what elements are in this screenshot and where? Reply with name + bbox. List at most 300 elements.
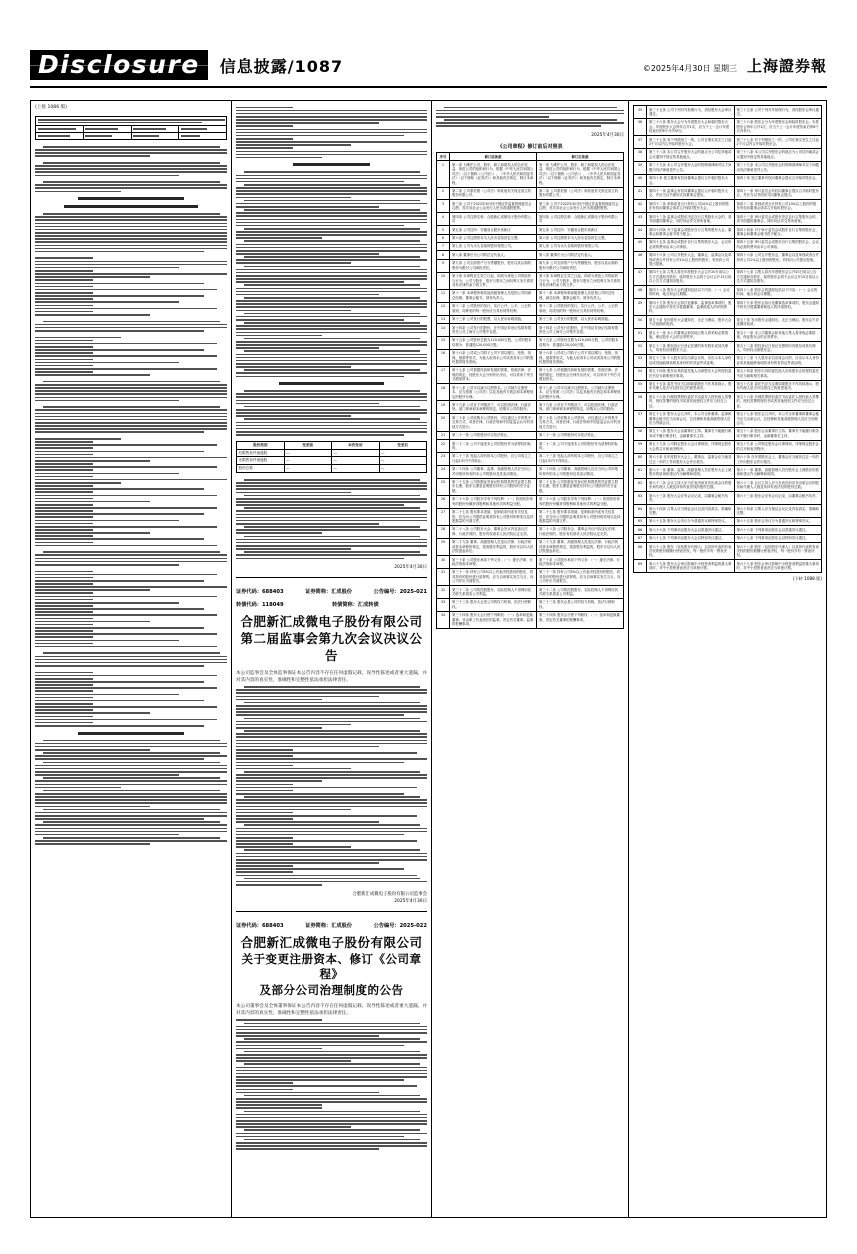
clause-before: 第四十一条 监事会有权向董事会提议召开临时股东大会，并应当以书面形式向董事会提出。 <box>647 187 735 200</box>
clause-before: 第三条 公司于2022年8月经中国证券监督管理委员会注册，首次向社会公众发行人民币普通股股票。 <box>450 200 537 213</box>
clause-after: 第十二条 公司股份的发行，实行公开、公平、公正的原则，同类别的每一股份应当具有同等权利。 <box>537 302 624 315</box>
row-no: 4 <box>437 213 450 226</box>
clause-before: 第十六条 公司或公司的子公司不得以赠与、垫资、担保、借款等形式，为他人取得本公司或者其母公司的股份提供财务资助。 <box>450 349 537 366</box>
col2-announcement2-body <box>236 1019 427 1149</box>
table-row <box>437 478 624 495</box>
clause-after: 第五十三条 个人股东亲自出席会议的，应出示本人身份证或其他能够表明其身份的有效证件或证明。 <box>734 354 822 367</box>
clause-before: 第五十八条 股东大会由董事长主持。董事长不能履行职务或不履行职务时，由副董事长主持。 <box>647 427 735 440</box>
clause-after: 第四十二条 单独或者合计持有公司10%以上股份的股东有权向董事会请求召开临时股东会。 <box>734 200 822 213</box>
col3-sig-date-top: 2025年4月30日 <box>591 132 624 138</box>
row-no: 30 <box>437 556 450 569</box>
clause-before: 第五十九条 公司制定股东大会议事规则，详细规定股东大会的召开和表决程序。 <box>647 440 735 453</box>
table-row <box>634 367 822 380</box>
clause-before: 第七条 公司为永久存续的股份有限公司。 <box>450 242 537 250</box>
clause-after: 第五十五条 委托书应当注明如果股东不作具体指示，股东代理人是否可以按自己的意思表决。 <box>734 380 822 393</box>
clause-after: 第十一条 本章程所称高级管理人员是指公司的总经理、副总经理、董事会秘书、财务负责人。 <box>537 289 624 302</box>
share-cell: — <box>284 457 332 465</box>
row-no: 17 <box>437 366 450 383</box>
clause-before: 第六十九条 股东大会审议影响中小投资者利益的重大事项时，对中小投资者表决应当单独计票。 <box>647 560 735 573</box>
row-no: 12 <box>437 302 450 315</box>
stock-code: 证券代码：688403 <box>236 922 284 929</box>
announcement-1-signer: 合肥新汇成微电子股份有限公司监事会 <box>352 891 427 897</box>
row-no: 36 <box>634 118 647 135</box>
table-row <box>437 586 624 599</box>
clause-before: 第三十一条 持有公司5%以上有表决权股份的股东，将其持有的股份进行质押的，应当自该事实发生当日，向公司作出书面报告。 <box>450 568 537 585</box>
table-row <box>437 440 624 453</box>
row-no: 5 <box>437 226 450 234</box>
clause-before: 第五十四条 股东出具的委托他人出席股东大会的授权委托书应当载明相关事项。 <box>647 367 735 380</box>
row-no: 10 <box>437 272 450 289</box>
row-no: 35 <box>634 106 647 119</box>
table-row <box>237 457 427 465</box>
row-no: 33 <box>437 598 450 611</box>
clause-after: 第四十七条 召集人将在年度股东会召开20日前以公告方式通知各股东，临时股东会将于会议召开15日前以公告方式通知各股东。 <box>734 268 822 285</box>
section-title <box>220 54 343 77</box>
continued-next-page: (下转 1088 版) <box>792 576 822 582</box>
row-no: 67 <box>634 534 647 542</box>
col1-list-4 <box>35 571 227 648</box>
clause-before: 第二条 公司系依照《公司法》和其他有关规定成立的股份有限公司。 <box>450 187 537 200</box>
clause-after: 第六十九条 股东会审议影响中小投资者利益的重大事项时，对中小投资者表决应当单独计票。 <box>734 560 822 573</box>
clause-before: 第四条 公司注册名称：合肥新汇成微电子股份有限公司 <box>450 213 537 226</box>
clause-before: 第二十条 公司收购本公司股份，可以通过公开的集中交易方式，或者法律、行政法规和中国证监会认可的其他方式进行。 <box>450 414 537 431</box>
announcement-2-title-line2: 关于变更注册资本、修订《公司章程》 <box>241 951 422 982</box>
clause-before: 第五十二条 股权登记日登记在册的所有股东或其代理人，均有权出席股东大会。 <box>647 342 735 355</box>
clause-after: 第二十六条 公司股东享有下列权利：（一）依照其所持有的股份份额获得股利和其他形式的利益分配。 <box>537 495 624 508</box>
clause-before: 第三十三条 股东大会是公司的权力机构，依法行使职权。 <box>450 598 537 611</box>
comparison-header-before: 修订前条款 <box>450 153 537 161</box>
clause-after: 第七条 公司为永久存续的股份有限公司。 <box>537 242 624 250</box>
clause-after: 第六十二条 会议主持人应当在表决前宣布出席会议的股东和代理人人数及所持有表决权的股份总数。 <box>734 479 822 492</box>
clause-before: 第四十四条 对于监事会或股东自行召集的股东大会，董事会和董事会秘书将予配合。 <box>647 226 735 239</box>
table-row <box>634 136 822 149</box>
row-no: 24 <box>437 465 450 478</box>
clause-before: 第六十四条 召集人应当保证会议记录内容真实、准确和完整。 <box>647 505 735 518</box>
clause-before: 第三十二条 公司的控股股东、实际控制人不得利用其关联关系损害公司利益。 <box>450 586 537 599</box>
share-cell: — <box>379 465 427 473</box>
row-no: 19 <box>437 401 450 414</box>
table-row <box>437 568 624 585</box>
table-row <box>237 449 427 457</box>
row-no: 46 <box>634 251 647 268</box>
row-no: 49 <box>634 299 647 316</box>
clause-after: 第六十三条 股东会应有会议记录，由董事会秘书负责。 <box>734 492 822 505</box>
row-no: 21 <box>437 431 450 439</box>
table-row <box>437 242 624 250</box>
clause-before: 第六十八条 股东（包括股东代理人）以其所代表的有表决权的股份数额行使表决权，每一股份享有一票表决权。 <box>647 543 735 560</box>
clause-before: 第六条 公司注册资本为人民币壹拾贰亿元整。 <box>450 234 537 242</box>
table-row <box>634 200 822 213</box>
share-cell: 有限售条件流通股 <box>237 449 285 457</box>
row-no: 58 <box>634 427 647 440</box>
clause-after: 第三十一条 持有公司5%以上有表决权股份的股东，将其持有的股份进行质押的，应当自该事实发生当日，向公司作出书面报告。 <box>537 568 624 585</box>
clause-before: 第六十六条 下列事项由股东大会以普通决议通过。 <box>647 526 735 534</box>
clause-after: 第十四条 公司发行的股份，在中国证券登记结算有限责任公司上海分公司集中存管。 <box>537 324 624 337</box>
clause-after: 第九条 公司全部资产分为等额股份，股东以其认购的股份为限对公司承担责任。 <box>537 259 624 272</box>
comparison-header-row <box>437 153 624 161</box>
row-no: 14 <box>437 324 450 337</box>
table-row <box>634 316 822 329</box>
table-row <box>634 505 822 518</box>
table-row <box>634 427 822 440</box>
stock-name: 证券简称：汇成股份 <box>305 589 352 596</box>
announcement-2 <box>236 922 427 998</box>
row-no: 39 <box>634 161 647 174</box>
comparison-table-col3 <box>436 152 624 629</box>
row-no: 68 <box>634 543 647 560</box>
clause-after: 第四十五条 审计委员会或股东自行召集的股东会，会议所必需的费用由本公司承担。 <box>734 238 822 251</box>
table-row <box>634 268 822 285</box>
clause-after: 第六十七条 下列事项由股东会以特别决议通过。 <box>734 534 822 542</box>
page-frame <box>30 100 827 1218</box>
row-no: 52 <box>634 342 647 355</box>
table-row <box>437 366 624 383</box>
clause-before: 第三十六条 股东大会分为年度股东大会和临时股东大会。年度股东大会每年召开1次，应当于上一会计年度结束后的6个月内举行。 <box>647 118 735 135</box>
table-row <box>634 543 822 560</box>
table-row <box>437 161 624 187</box>
announcement-2-title-line1: 合肥新汇成微电子股份有限公司 <box>240 934 423 950</box>
table-row <box>437 431 624 439</box>
col1-paragraph-7 <box>35 406 227 433</box>
row-no: 3 <box>437 200 450 213</box>
table-row <box>437 289 624 302</box>
clause-after: 第三十二条 公司的控股股东、实际控制人不得利用其关联关系损害公司利益。 <box>537 586 624 599</box>
col2-signature-0 <box>236 564 427 571</box>
stock-code: 证券代码：688403 <box>236 589 284 596</box>
table-row <box>437 213 624 226</box>
clause-before: 第五十一条 本公司董事会和其他召集人将采取必要措施，保证股东大会的正常秩序。 <box>647 329 735 342</box>
col1-paragraph-4 <box>35 213 227 252</box>
clause-after: 第三十五条 公司下列对外担保行为，须经股东会审议通过。 <box>734 106 822 119</box>
row-no: 56 <box>634 393 647 410</box>
clause-after: 第五条 公司住所：安徽省合肥市高新区 <box>537 226 624 234</box>
row-no: 42 <box>634 200 647 213</box>
col1-heading-1 <box>78 197 184 200</box>
row-no: 51 <box>634 329 647 342</box>
clause-before: 第一条 为维护公司、股东、职工和债权人的合法权益，规范公司的组织和行为，根据《中华人民共和国公司法》（以下简称《公司法》）、《中华人民共和国证券法》（以下简称《证券法》）和其他有关规定，制订本章程。 <box>450 161 537 187</box>
row-no: 13 <box>437 315 450 323</box>
row-no: 29 <box>437 538 450 555</box>
table-row <box>437 200 624 213</box>
col1-heading-3 <box>78 732 184 735</box>
clause-after: 第五十一条 本公司董事会和其他召集人将采取必要措施，保证股东会的正常秩序。 <box>734 329 822 342</box>
table-row <box>634 174 822 187</box>
clause-before: 第六十七条 下列事项由股东大会以特别决议通过。 <box>647 534 735 542</box>
clause-before: 第二十三条 发起人持有的本公司股份，自公司成立之日起1年内不得转让。 <box>450 452 537 465</box>
announcement-1-disclaimer: 本公司监事会及全体监事保证本公告内容不存在任何虚假记载、误导性陈述或者重大遗漏，并对其内容的真实性、准确性和完整性依法承担法律责任。 <box>236 670 427 683</box>
clause-before: 第五十条 发出股东大会通知后，无正当理由，股东大会不应延期或取消。 <box>647 316 735 329</box>
table-row <box>437 226 624 234</box>
announcement-1-meta-row1 <box>236 588 427 595</box>
comparison-header-no: 序号 <box>437 153 450 161</box>
clause-after: 第四十四条 对于审计委员会或股东自行召集的股东会，董事会和董事会秘书将予配合。 <box>734 226 822 239</box>
row-no: 37 <box>634 136 647 149</box>
clause-before: 第六十二条 会议主持人应当在表决前宣布出席会议的股东和代理人人数及所持有表决权的股份总数。 <box>647 479 735 492</box>
row-no: 15 <box>437 336 450 349</box>
clause-after: 第六十四条 召集人应当保证会议记录内容真实、准确和完整。 <box>734 505 822 518</box>
clause-after: 第二十九条 董事、高级管理人员违反法律、行政法规或者本章程的规定，损害股东利益的，股东可以向人民法院提起诉讼。 <box>537 538 624 555</box>
clause-before: 第四十七条 召集人将在年度股东大会召开20日前以公告方式通知各股东，临时股东大会将于会议召开15日前以公告方式通知各股东。 <box>647 268 735 285</box>
bond-code: 转债代码：118049 <box>236 602 284 609</box>
table-row <box>437 272 624 289</box>
share-table-header-2: 本次变动 <box>332 441 380 449</box>
table-row <box>437 259 624 272</box>
row-no: 16 <box>437 349 450 366</box>
clause-after: 第三十条 公司股东承担下列义务：（一）遵守法律、行政法规和本章程。 <box>537 556 624 569</box>
column-4 <box>628 101 826 1217</box>
row-no: 66 <box>634 526 647 534</box>
table-row <box>437 525 624 538</box>
clause-before: 第九条 公司全部资产分为等额股份，股东以其认购的股份为限对公司承担责任。 <box>450 259 537 272</box>
clause-before: 第十条 本章程自生效之日起，即成为规范公司的组织与行为、公司与股东、股东与股东之间权利义务关系的具有法律约束力的文件。 <box>450 272 537 289</box>
announcement-2-disclaimer: 本公司董事会及全体董事保证本公告内容不存在任何虚假记载、误导性陈述或者重大遗漏，并对其内容的真实性、准确性和完整性依法承担法律责任。 <box>236 1004 427 1017</box>
row-no: 62 <box>634 479 647 492</box>
col1-list-3 <box>35 438 227 546</box>
clause-before: 第三十条 公司股东承担下列义务：（一）遵守法律、行政法规和本章程。 <box>450 556 537 569</box>
row-no: 44 <box>634 226 647 239</box>
clause-after: 第二十四条 公司董事、高级管理人员应当向公司申报所持有的本公司的股份及其变动情况。 <box>537 465 624 478</box>
table-row <box>634 342 822 355</box>
column-3 <box>431 101 628 1217</box>
column-2 <box>231 101 431 1217</box>
clause-after: 第五十九条 公司制定股东会议事规则，详细规定股东会的召开和表决程序。 <box>734 440 822 453</box>
clause-after: 第六十八条 股东（包括股东代理人）以其所代表的有表决权的股份数额行使表决权，每一股份享有一票表决权。 <box>734 543 822 560</box>
table-row <box>634 329 822 342</box>
row-no: 11 <box>437 289 450 302</box>
col1-paragraph-2 <box>35 162 227 176</box>
clause-before: 第二十四条 公司董事、监事、高级管理人员应当向公司申报所持有的本公司的股份及其变动情况。 <box>450 465 537 478</box>
table-row <box>437 324 624 337</box>
clause-before: 第二十七条 股东要求查阅、复制前条所述有关信息的，应当向公司提供证明其持有公司股份的种类以及持股数量的书面文件。 <box>450 508 537 525</box>
table-row <box>437 414 624 431</box>
clause-before: 第三十八条 本公司召开股东大会的地点为公司住所地或会议通知中指定的其他地点。 <box>647 148 735 161</box>
table-row <box>634 534 822 542</box>
row-no: 23 <box>437 452 450 465</box>
clause-after: 第三十三条 股东会是公司的权力机构，依法行使职权。 <box>537 598 624 611</box>
col2-paragraph-1 <box>236 107 427 159</box>
clause-before: 第二十八条 公司股东大会、董事会决议内容违反法律、行政法规的，股东有权请求人民法院认定无效。 <box>450 525 537 538</box>
col1-paragraph-8 <box>35 551 227 565</box>
table-row <box>437 508 624 525</box>
clause-before: 第六十五条 股东大会决议分为普通决议和特别决议。 <box>647 517 735 525</box>
table-row <box>634 148 822 161</box>
col1-paragraph-6 <box>35 381 227 401</box>
row-no: 53 <box>634 354 647 367</box>
col2-share-table <box>236 441 427 473</box>
clause-after: 第三十六条 股东会分为年度股东会和临时股东会。年度股东会每年召开1次，应当于上一会计年度结束后的6个月内举行。 <box>734 118 822 135</box>
row-no: 50 <box>634 316 647 329</box>
clause-after: 第二十八条 公司股东会、董事会决议内容违反法律、行政法规的，股东有权请求人民法院认定无效。 <box>537 525 624 538</box>
clause-after: 第三十四条 股东会行使下列职权：（一）选举和更换董事，决定有关董事的报酬事项。 <box>537 611 624 628</box>
clause-before: 第十八条 公司可以减少注册资本。公司减少注册资本，应当按照《公司法》以及其他有关规定和本章程规定的程序办理。 <box>450 384 537 401</box>
col2-heading-2 <box>279 382 384 385</box>
announcement-2-title-line3: 及部分公司治理制度的公告 <box>259 982 404 997</box>
col3-paragraph-1 <box>436 107 624 127</box>
clause-after: 第五十八条 股东会由董事长主持。董事长不能履行职务或不履行职务时，由副董事长主持。 <box>734 427 822 440</box>
clause-after: 第三条 公司于2022年8月经中国证券监督管理委员会注册，首次向社会公众发行人民币普通股股票。 <box>537 200 624 213</box>
table-row <box>634 286 822 299</box>
row-no: 47 <box>634 268 647 285</box>
comparison-header-after: 修订后条款 <box>537 153 624 161</box>
row-no: 41 <box>634 187 647 200</box>
row-no: 38 <box>634 148 647 161</box>
clause-after: 第五十六条 代理投票授权委托书由委托人授权他人签署的，授权签署的授权书或者其他授权文件应当经过公证。 <box>734 393 822 410</box>
clause-before: 第十九条 公司在下列情况下，可以依照法律、行政法规、部门规章和本章程的规定，收购本公司的股份。 <box>450 401 537 414</box>
masthead <box>30 44 827 88</box>
table-row <box>634 161 822 174</box>
row-no: 64 <box>634 505 647 518</box>
clause-before: 第四十二条 单独或者合计持有公司10%以上股份的股东有权向董事会请求召开临时股东大会。 <box>647 200 735 213</box>
clause-before: 第四十六条 公司召开股东大会，董事会、监事会以及单独或者合并持有公司1%以上股份的股东，有权向公司提出提案。 <box>647 251 735 268</box>
clause-before: 第八条 董事长为公司的法定代表人。 <box>450 251 537 259</box>
clause-before: 第三十五条 公司下列对外担保行为，须经股东大会审议通过。 <box>647 106 735 119</box>
col1-list-1 <box>35 257 227 315</box>
clause-after: 第二十二条 公司不接受本公司的股份作为质押权的标的。 <box>537 440 624 453</box>
table-row <box>634 479 822 492</box>
share-cell: — <box>332 457 380 465</box>
share-cell: — <box>379 457 427 465</box>
row-no: 22 <box>437 440 450 453</box>
table-row <box>237 465 427 473</box>
clause-before: 第十七条 公司根据经营和发展的需要，依照法律、法规的规定，经股东大会分别作出决议，可以采用下列方式增加资本。 <box>450 366 537 383</box>
table-row <box>634 380 822 393</box>
col2-paragraph-4 <box>236 479 427 559</box>
clause-after: 第四十九条 股东会拟讨论董事选举事项的，股东会通知中将充分披露董事候选人的详细资料。 <box>734 299 822 316</box>
row-no: 20 <box>437 414 450 431</box>
row-no: 32 <box>437 586 450 599</box>
notice-number: 公告编号：2025-022 <box>373 922 427 929</box>
clause-before: 第三十四条 股东大会行使下列职权：（一）选举和更换董事、非由职工代表担任的监事，决定有关董事、监事的报酬事项。 <box>450 611 537 628</box>
stock-name: 证券简称：汇成股份 <box>305 922 352 929</box>
share-table-header-1: 变更前 <box>284 441 332 449</box>
clause-before: 第五十六条 代理投票授权委托书由委托人授权他人签署的，授权签署的授权书或者其他授权文件应当经过公证。 <box>647 393 735 410</box>
clause-after: 第三十九条 本公司召开股东会时将聘请律师对以下问题出具法律意见并公告。 <box>734 161 822 174</box>
row-no: 54 <box>634 367 647 380</box>
table-row <box>437 538 624 555</box>
table-row <box>634 251 822 268</box>
col1-paragraph-3 <box>35 181 227 192</box>
divider <box>236 577 427 578</box>
col2-paragraph-3 <box>236 390 427 436</box>
table-row <box>437 611 624 628</box>
col2-announcement1-body <box>236 686 427 885</box>
col1-paragraph-1 <box>35 146 227 157</box>
clause-before: 第十四条 公司发行的股份，在中国证券登记结算有限责任公司上海分公司集中存管。 <box>450 324 537 337</box>
clause-after: 第十七条 公司根据经营和发展的需要，依照法律、法规的规定，经股东会分别作出决议，可以采用下列方式增加资本。 <box>537 366 624 383</box>
comparison-table-col4 <box>633 105 822 573</box>
col1-list-5 <box>35 672 227 727</box>
table-row <box>634 517 822 525</box>
col1-paragraph-9 <box>35 652 227 666</box>
clause-after: 第四十一条 审计委员会有权向董事会提议召开临时股东会，并应当以书面形式向董事会提出。 <box>734 187 822 200</box>
clause-after: 第三十七条 有下列情形之一的，公司在事实发生之日起2个月以内召开临时股东会。 <box>734 136 822 149</box>
clause-after: 第六十六条 下列事项由股东会以普通决议通过。 <box>734 526 822 534</box>
table-row <box>634 106 822 119</box>
clause-before: 第二十一条 公司的股份可以依法转让。 <box>450 431 537 439</box>
table-row <box>634 238 822 251</box>
share-table-header-0: 股份类别 <box>237 441 285 449</box>
table-row <box>437 384 624 401</box>
disclosure-logo: Disclosure <box>30 50 208 80</box>
clause-after: 第五十二条 股权登记日登记在册的所有股东或其代理人，均有权出席股东会。 <box>734 342 822 355</box>
table-row <box>634 118 822 135</box>
table-row <box>634 560 822 573</box>
table-row <box>437 495 624 508</box>
clause-after: 第四十三条 审计委员会或股东决定自行召集股东会的，须书面通知董事会，同时向证券交易所备案。 <box>734 213 822 226</box>
row-no: 6 <box>437 234 450 242</box>
clause-before: 第三十九条 本公司召开股东大会时将聘请律师对以下问题出具法律意见并公告。 <box>647 161 735 174</box>
clause-before: 第三十七条 有下列情形之一的，公司在事实发生之日起2个月以内召开临时股东大会。 <box>647 136 735 149</box>
row-no: 40 <box>634 174 647 187</box>
table-row <box>437 452 624 465</box>
continued-label: (上接 1086 版) <box>35 105 67 110</box>
row-no: 8 <box>437 251 450 259</box>
table-row <box>437 302 624 315</box>
clause-after: 第四十八条 股东会的通知包括以下内容：（一）会议的时间、地点和会议期限。 <box>734 286 822 299</box>
row-no: 69 <box>634 560 647 573</box>
section-title-cn: 信息披露 <box>219 56 288 76</box>
table-row <box>634 213 822 226</box>
share-cell: — <box>332 465 380 473</box>
sig-date: 2025年4月30日 <box>394 565 427 571</box>
table-row <box>437 556 624 569</box>
col1-heading-2 <box>64 205 198 208</box>
announcement-1-signature <box>236 891 427 905</box>
clause-after: 第十九条 公司在下列情况下，可以依照法律、行政法规、部门规章和本章程的规定，收购本公司的股份。 <box>537 401 624 414</box>
clause-after: 第十条 本章程自生效之日起，即成为规范公司的组织与行为、公司与股东、股东与股东之间权利义务关系的具有法律约束力的文件。 <box>537 272 624 289</box>
share-cell: — <box>379 449 427 457</box>
row-no: 65 <box>634 517 647 525</box>
clause-after: 第二十一条 公司的股份可以依法转让。 <box>537 431 624 439</box>
row-no: 7 <box>437 242 450 250</box>
col2-paragraph-2 <box>236 171 427 377</box>
clause-after: 第四十六条 公司召开股东会，董事会以及单独或者合并持有公司1%以上股份的股东，有权向公司提出提案。 <box>734 251 822 268</box>
clause-after: 第二十七条 股东要求查阅、复制前条所述有关信息的，应当向公司提供证明其持有公司股份的类别以及持股数量的书面文件。 <box>537 508 624 525</box>
clause-before: 第二十九条 董事、高级管理人员违反法律、行政法规或者本章程的规定，损害股东利益的，股东可以向人民法院提起诉讼。 <box>450 538 537 555</box>
row-no: 31 <box>437 568 450 585</box>
col1-list-2 <box>35 337 227 376</box>
table-row <box>634 299 822 316</box>
row-no: 57 <box>634 410 647 427</box>
table-row <box>437 315 624 323</box>
announcement-1-meta-row2 <box>236 601 427 608</box>
row-no: 48 <box>634 286 647 299</box>
clause-after: 第五十四条 股东出具的委托他人出席股东会的授权委托书应当载明相关事项。 <box>734 367 822 380</box>
row-no: 18 <box>437 384 450 401</box>
clause-after: 第六十五条 股东会决议分为普通决议和特别决议。 <box>734 517 822 525</box>
column-1 <box>31 101 231 1217</box>
divider <box>236 911 427 912</box>
table-row <box>437 187 624 200</box>
row-no: 25 <box>437 478 450 495</box>
clause-before: 第六十一条 董事、监事、高级管理人员在股东大会上就股东的质询和建议作出解释和说明。 <box>647 466 735 479</box>
announcement-1-title-line2: 第二届监事会第九次会议决议公告 <box>240 631 423 663</box>
clause-after: 第六十一条 董事、高级管理人员在股东会上就股东的质询和建议作出解释和说明。 <box>734 466 822 479</box>
clause-after: 第二十条 公司收购本公司股份，可以通过公开的集中交易方式，或者法律、行政法规和中国证监会认可的其他方式进行。 <box>537 414 624 431</box>
issue-date: ©2025年4月30日 星期三 <box>642 63 737 73</box>
clause-after: 第一条 为维护公司、股东、职工和债权人的合法权益，规范公司的组织和行为，根据《中华人民共和国公司法》（以下简称《公司法》）、《中华人民共和国证券法》（以下简称《证券法》）和其他有关规定，制订本章程。 <box>537 161 624 187</box>
share-table-header-3: 变更后 <box>379 441 427 449</box>
clause-before: 第十一条 本章程所称其他高级管理人员是指公司的副总经理、董事会秘书、财务负责人。 <box>450 289 537 302</box>
page-number: /1087 <box>287 56 344 76</box>
clause-after: 第三十八条 本公司召开股东会的地点为公司住所地或会议通知中指定的其他地点。 <box>734 148 822 161</box>
clause-after: 第六条 公司注册资本为人民币壹拾贰亿元整。 <box>537 234 624 242</box>
row-no: 45 <box>634 238 647 251</box>
table-row <box>437 234 624 242</box>
announcement-1 <box>236 588 427 665</box>
row-no: 27 <box>437 508 450 525</box>
row-no: 43 <box>634 213 647 226</box>
